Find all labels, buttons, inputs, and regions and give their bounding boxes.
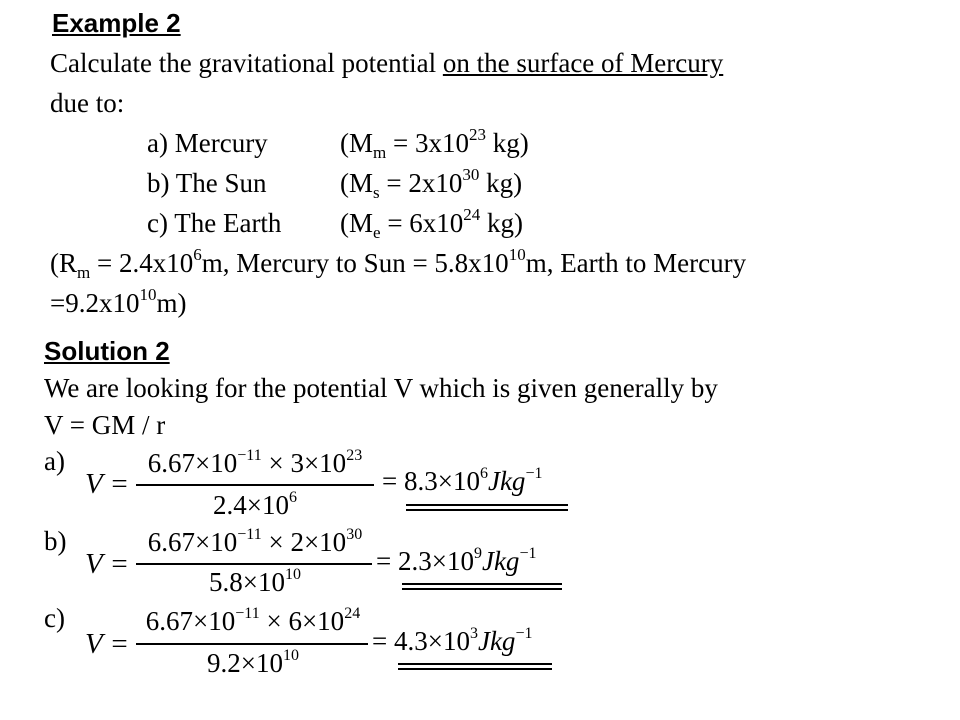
part-a-lhs: V =: [85, 468, 130, 500]
part-a-label: a): [44, 446, 65, 476]
example-line-1-text: Calculate the gravitational potential: [50, 48, 443, 78]
item-a-symbol: M: [349, 128, 374, 158]
part-c-result: = $4.3\times 10^3Jkg^{-1}$: [372, 625, 533, 656]
item-b: b) The Sun ($M_s = 2x10^{30}$ kg): [147, 165, 523, 202]
item-a-unit: kg): [485, 128, 529, 158]
part-b-fraction-bar: [136, 563, 372, 565]
sun-distance-exponent: 10: [508, 245, 526, 264]
earth-distance-exponent: 10: [139, 285, 157, 304]
part-b-denominator: $5.8\times 10^{10}$: [209, 566, 301, 597]
item-a-label: a) Mercury: [147, 128, 268, 158]
item-c-subscript: e: [373, 223, 381, 242]
radius-symbol: (R: [50, 248, 77, 278]
radius-value: = 2.4x10: [90, 248, 194, 278]
part-c-denominator: $9.2\times 10^{10}$: [207, 647, 299, 678]
part-c-label: c): [44, 603, 65, 633]
solution-heading: Solution 2: [44, 336, 170, 366]
item-a-value: = 3x10: [386, 128, 469, 158]
item-c-label: c) The Earth: [147, 208, 282, 238]
item-b-unit: kg): [479, 168, 523, 198]
part-a-underline-1: [406, 504, 568, 506]
item-c-value: = 6x10: [380, 208, 464, 238]
item-c-exponent: 24: [463, 205, 481, 224]
item-b-exponent: 30: [462, 165, 480, 184]
sun-distance-text: m, Mercury to Sun = 5.8x10: [201, 248, 509, 278]
solution-line-1: We are looking for the potential V which is given generally by: [44, 373, 718, 403]
example-line-2: due to:: [50, 88, 125, 118]
item-a-subscript: m: [373, 143, 387, 162]
radius-exponent: 6: [193, 245, 202, 264]
item-c-unit: kg): [480, 208, 524, 238]
part-c-numerator: $6.67\times 10^{-11} \times 6\times 10^{24}$: [145, 605, 361, 636]
item-a: a) Mercury ($M_m = 3x10^{23}$ kg): [147, 125, 529, 162]
part-b-underline-1: [402, 583, 562, 585]
item-b-label: b) The Sun: [147, 168, 267, 198]
earth-distance-value: =9.2x10: [50, 288, 140, 318]
item-b-subscript: s: [373, 183, 380, 202]
part-a-denominator: $2.4\times 10^6$: [213, 489, 297, 520]
part-b-result: = $2.3\times 10^9Jkg^{-1}$: [376, 545, 537, 576]
earth-distance-unit: m): [156, 288, 187, 318]
part-c-underline-1: [398, 663, 552, 665]
part-b-label: b): [44, 526, 67, 556]
part-a-fraction-bar: [136, 484, 374, 486]
part-c-fraction-bar: [136, 643, 368, 645]
item-b-value: = 2x10: [379, 168, 463, 198]
part-b-lhs: V =: [85, 548, 130, 580]
part-a-numerator: $6.67\times 10^{-11} \times 3\times 10^{23}$: [147, 447, 363, 478]
part-c-underline-2: [398, 668, 552, 670]
item-c-symbol: M: [349, 208, 374, 238]
part-a-underline-2: [406, 509, 568, 511]
example-underlined-text: on the surface of Mercury: [442, 48, 724, 78]
radius-line: [50, 245, 747, 282]
example-line-1: [50, 48, 723, 78]
example-heading: Example 2: [52, 8, 181, 38]
item-c: c) The Earth ($M_e = 6x10^{24}$ kg): [147, 205, 524, 242]
part-a-result: = $8.3\times 10^6Jkg^{-1}$: [382, 465, 543, 496]
part-b-underline-2: [402, 588, 562, 590]
radius-subscript: m: [77, 263, 91, 282]
earth-distance-line: [50, 285, 187, 318]
item-a-exponent: 23: [468, 125, 486, 144]
part-c-lhs: V =: [85, 628, 130, 660]
item-b-symbol: M: [349, 168, 374, 198]
solution-formula: V = GM / r: [44, 410, 166, 440]
part-b-numerator: $6.67\times 10^{-11} \times 2\times 10^{30}$: [147, 526, 363, 557]
earth-distance-text: m, Earth to Mercury: [525, 248, 747, 278]
